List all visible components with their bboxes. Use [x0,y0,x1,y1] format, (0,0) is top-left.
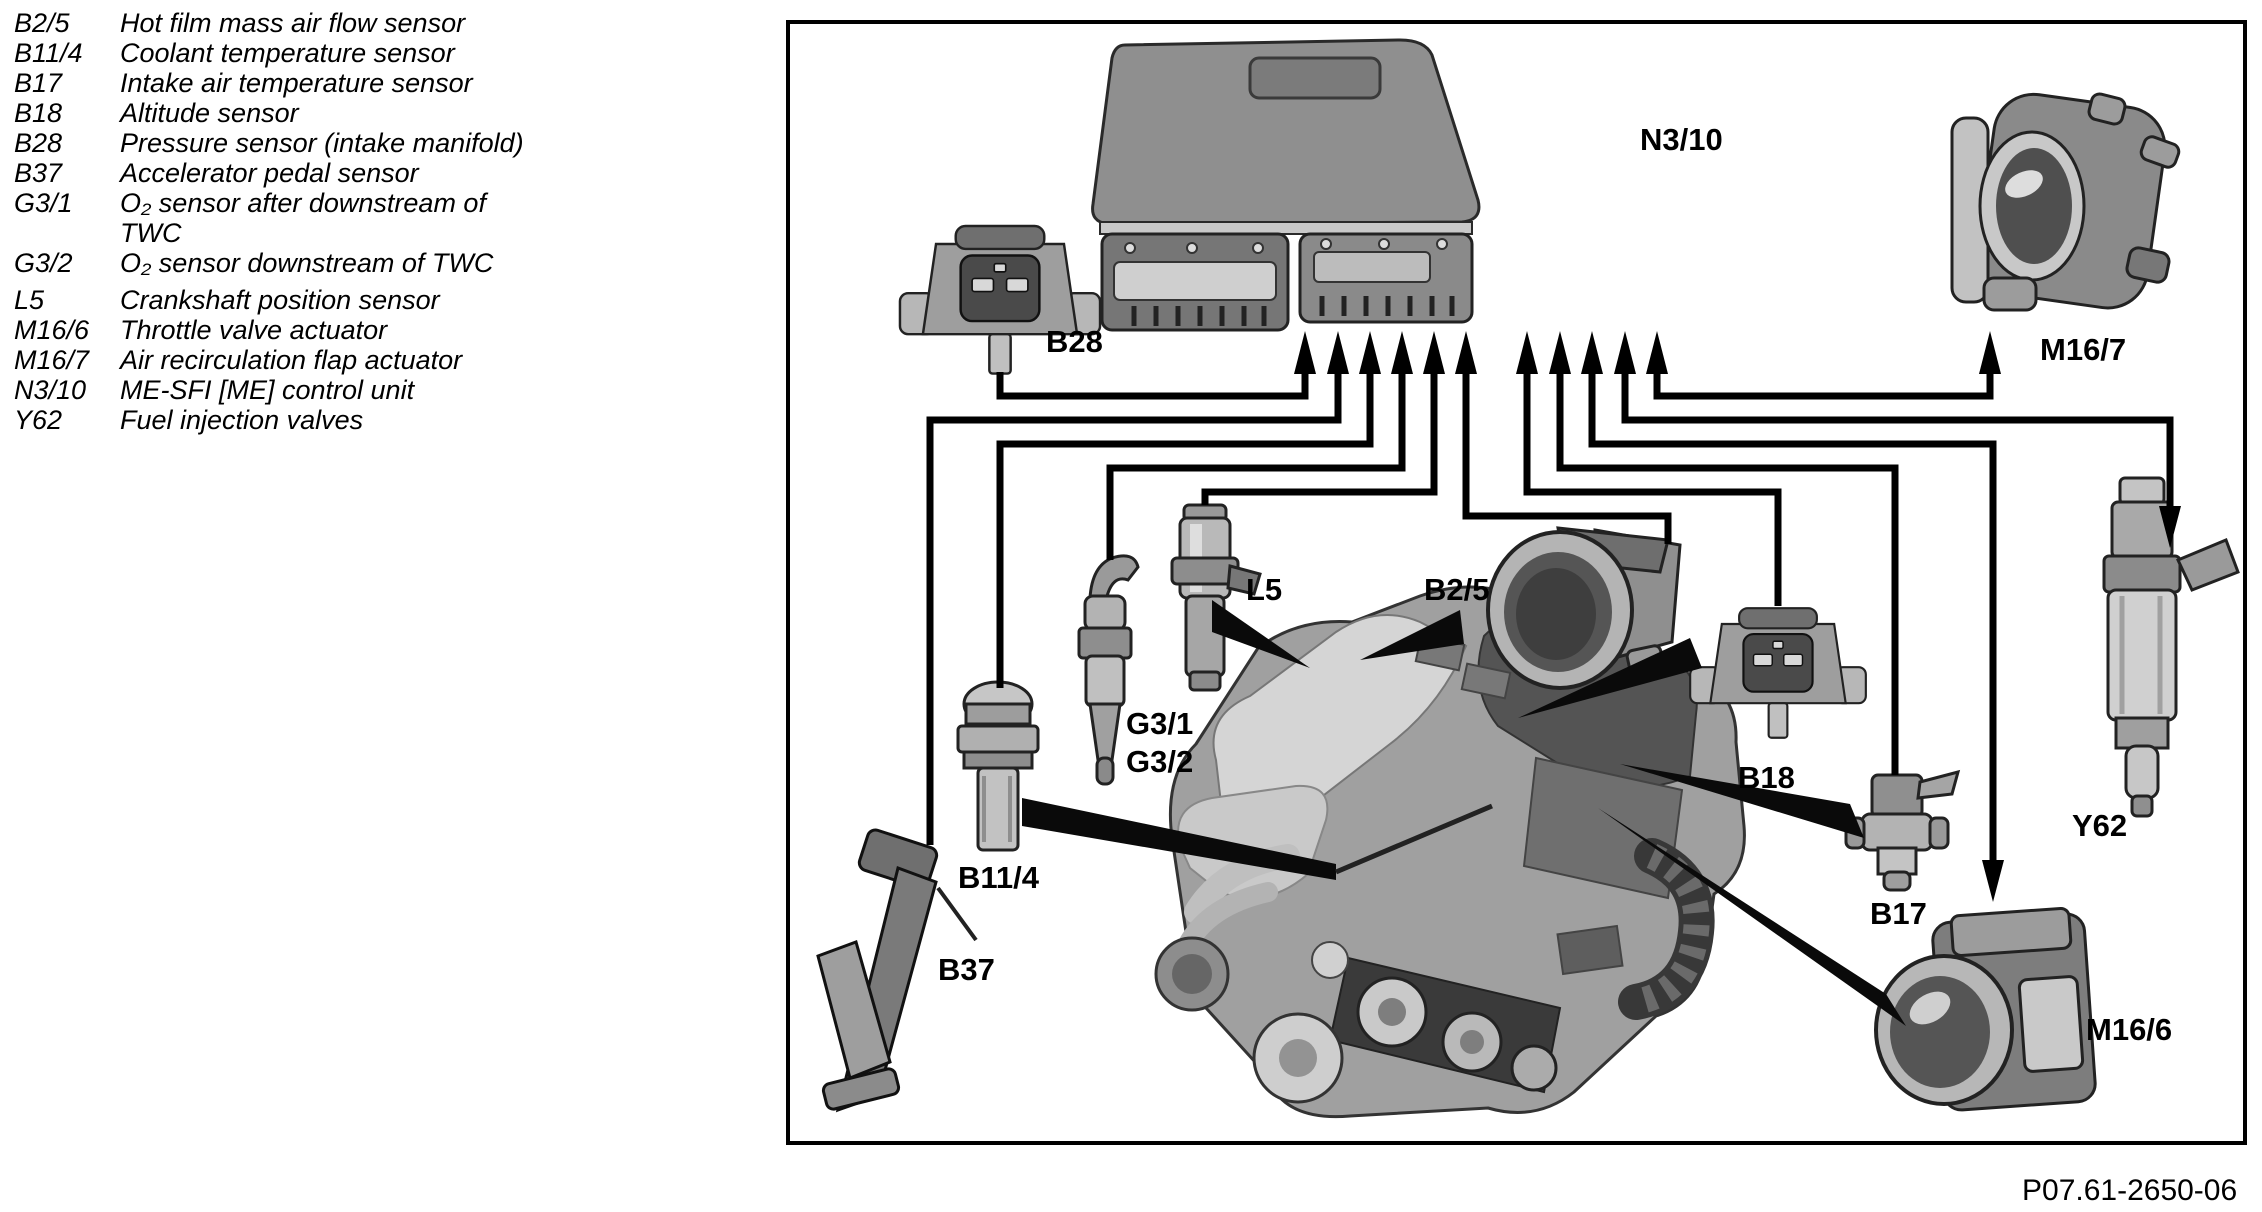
actuator-m16-7 [1952,89,2181,313]
legend-desc: Air recirculation flap actuator [120,345,463,375]
legend-desc: Fuel injection valves [120,405,364,435]
legend-code: N3/10 [14,375,87,405]
legend-code: L5 [14,285,45,315]
crank-pulley-hub [1279,1039,1317,1077]
label-l5: L5 [1246,572,1283,607]
pulley-hub [1378,998,1406,1026]
label-m16-6: M16/6 [2086,1012,2173,1047]
screw [1321,239,1331,249]
screw [1125,243,1135,253]
legend-desc: Accelerator pedal sensor [120,158,419,188]
pulley [1512,1046,1556,1090]
screw [1187,243,1197,253]
legend-code: B17 [14,68,63,98]
legend-desc: O₂ sensor after downstream of [120,188,486,218]
connector-pins [1322,296,1452,316]
label-b2-5: B2/5 [1424,572,1490,607]
legend-code: B2/5 [14,8,70,38]
label-b11-4: B11/4 [958,860,1040,895]
control-unit-top-inset [1250,58,1380,98]
screw [1253,243,1263,253]
legend-desc: Pressure sensor (intake manifold) [120,128,524,158]
connector-slot [1114,262,1276,300]
label-b28: B28 [1046,324,1103,359]
reference-number: P07.61-2650-06 [2022,1174,2238,1207]
control-unit [1093,40,1479,330]
label-b17: B17 [1870,896,1927,931]
screw [1437,239,1447,249]
legend-desc-line2: TWC [120,218,182,248]
screw [1379,239,1389,249]
connector-pins [1134,306,1264,326]
label-y62: Y62 [2072,808,2128,843]
engine-detail [1558,926,1623,974]
engine-detail [1312,942,1348,978]
legend-code: B28 [14,128,63,158]
legend-code: B11/4 [14,38,83,68]
label-g3-1: G3/1 [1126,706,1194,741]
control-unit-edge [1100,222,1472,234]
legend-code: G3/1 [14,188,73,218]
legend-code: M16/7 [14,345,90,375]
legend-code: B37 [14,158,63,188]
legend-desc: Intake air temperature sensor [120,68,473,98]
legend-code: B18 [14,98,63,128]
legend-code: G3/2 [14,248,73,278]
egr-valve-inner [1172,954,1212,994]
label-b37: B37 [938,952,995,987]
legend-desc: ME-SFI [ME] control unit [120,375,415,405]
legend-code: Y62 [14,405,63,435]
legend-desc: O₂ sensor downstream of TWC [120,248,494,278]
legend-desc: Hot film mass air flow sensor [120,8,466,38]
pulley-hub [1460,1030,1484,1054]
connector-slot [1314,252,1430,282]
legend-desc: Crankshaft position sensor [120,285,440,315]
legend-desc: Coolant temperature sensor [120,38,455,68]
legend-desc: Throttle valve actuator [120,315,388,345]
legend-code: M16/6 [14,315,90,345]
label-b18: B18 [1738,760,1795,795]
label-m16-7: M16/7 [2040,332,2127,367]
label-n3-10: N3/10 [1640,122,1723,157]
label-g3-2: G3/2 [1126,744,1194,779]
legend-desc: Altitude sensor [120,98,299,128]
